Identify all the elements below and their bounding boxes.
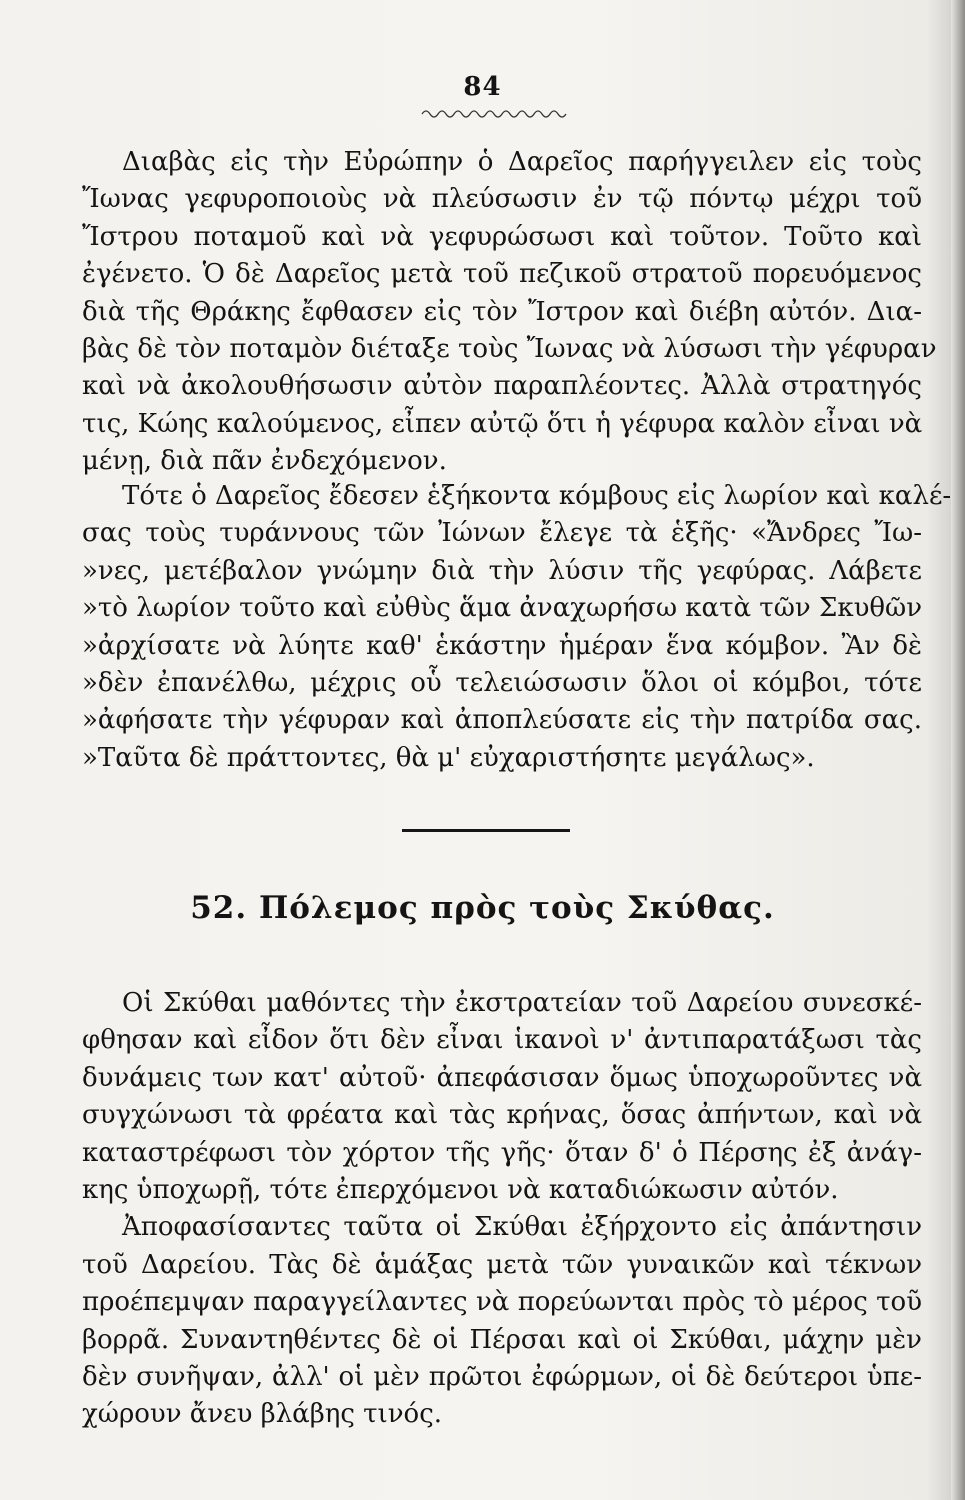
text-line: βὰς δὲ τὸν ποταμὸν διέταξε τοὺς Ἴωνας νὰ λύσωσι τὴν γέφυραν	[82, 333, 937, 364]
text-line: σας τοὺς τυράννους τῶν Ἰώνων ἔλεγε τὰ ἑξῆς· «Ἄνδρες Ἴω-	[82, 518, 922, 549]
section-heading: 52. Πόλεμος πρὸς τοὺς Σκύθας.	[190, 890, 775, 926]
text-line: »δὲν ἐπανέλθω, μέχρις οὗ τελειώσωσιν ὅλοι οἱ κόμβοι, τότε	[82, 667, 922, 698]
paragraph-darius-bridge	[82, 144, 937, 481]
text-line: ἐγένετο. Ὁ δὲ Δαρεῖος μετὰ τοῦ πεζικοῦ στρατοῦ πορευόμενος	[82, 259, 922, 290]
text-line: καταστρέφωσι τὸν χόρτον τῆς γῆς· ὅταν δ' ὁ Πέρσης ἐξ ἀνάγ-	[82, 1137, 922, 1168]
text-line: »νες, μετέβαλον γνώμην διὰ τὴν λύσιν τῆς γεφύρας. Λάβετε	[82, 555, 922, 586]
section-divider	[402, 829, 570, 832]
text-line: κης ὑποχωρῇ, τότε ἐπερχόμενοι νὰ καταδιώκωσιν αὐτόν.	[82, 1174, 839, 1205]
paragraph-darius-knots	[82, 478, 952, 777]
text-line: τοῦ Δαρείου. Τὰς δὲ ἁμάξας μετὰ τῶν γυναικῶν καὶ τέκνων	[82, 1249, 922, 1280]
text-line: δὲν συνῆψαν, ἀλλ' οἱ μὲν πρῶτοι ἐφώρμων, οἱ δὲ δεύτεροι ὑπε-	[82, 1361, 922, 1392]
text-line: μένῃ, διὰ πᾶν ἐνδεχόμενον.	[82, 446, 447, 477]
text-line: Οἱ Σκύθαι μαθόντες τὴν ἐκστρατείαν τοῦ Δαρείου συνεσκέ-	[122, 988, 922, 1018]
text-line: Ἀποφασίσαντες ταῦτα οἱ Σκύθαι ἐξήρχοντο εἰς ἀπάντησιν	[122, 1212, 922, 1243]
text-line: Διαβὰς εἰς τὴν Εὐρώπην ὁ Δαρεῖος παρήγγειλεν εἰς τοὺς	[122, 147, 922, 177]
text-line: προέπεμψαν παραγγείλαντες νὰ πορεύωνται πρὸς τὸ μέρος τοῦ	[82, 1287, 922, 1318]
text-line: χώρουν ἄνευ βλάβης τινός.	[82, 1399, 443, 1430]
wavy-ornament	[420, 106, 570, 120]
page-edge-shadow	[951, 0, 965, 1500]
text-line: καὶ νὰ ἀκολουθήσωσιν αὐτὸν παραπλέοντες. Ἀλλὰ στρατηγός	[82, 371, 922, 402]
text-line: Ἴστρου ποταμοῦ καὶ νὰ γεφυρώσωσι καὶ τοῦτον. Τοῦτο καὶ	[82, 221, 922, 252]
text-line: »ἀφήσατε τὴν γέφυραν καὶ ἀποπλεύσατε εἰς τὴν πατρίδα σας.	[82, 705, 922, 736]
text-line: διὰ τῆς Θράκης ἔφθασεν εἰς τὸν Ἴστρον καὶ διέβη αὐτόν. Δια-	[82, 296, 922, 327]
page-number: 84	[463, 72, 502, 102]
text-line: »τὸ λωρίον τοῦτο καὶ εὐθὺς ἅμα ἀναχωρήσω κατὰ τῶν Σκυθῶν	[82, 593, 923, 624]
text-line: φθησαν καὶ εἶδον ὅτι δὲν εἶναι ἱκανοὶ ν' ἀντιπαρατάξωσι τὰς	[82, 1025, 922, 1056]
text-line: Τότε ὁ Δαρεῖος ἔδεσεν ἑξήκοντα κόμβους εἰς λωρίον καὶ καλέ-	[122, 481, 952, 511]
text-line: »Ταῦτα δὲ πράττοντες, θὰ μ' εὐχαριστήσητε μεγάλως».	[82, 742, 815, 773]
text-line: συγχώνωσι τὰ φρέατα καὶ τὰς κρήνας, ὅσας ἀπήντων, καὶ νὰ	[82, 1100, 922, 1131]
text-line: »ἀρχίσατε νὰ λύητε καθ' ἑκάστην ἡμέραν ἕνα κόμβον. Ἂν δὲ	[82, 630, 922, 661]
text-line: τις, Κώης καλούμενος, εἶπεν αὐτῷ ὅτι ἡ γέφυρα καλὸν εἶναι νὰ	[82, 408, 923, 439]
text-line: βορρᾶ. Συναντηθέντες δὲ οἱ Πέρσαι καὶ οἱ Σκύθαι, μάχην μὲν	[82, 1324, 922, 1355]
text-line: Ἴωνας γεφυροποιοὺς νὰ πλεύσωσιν ἐν τῷ πόντῳ μέχρι τοῦ	[82, 184, 922, 215]
paragraph-scythian-war	[82, 985, 922, 1434]
text-line: δυνάμεις των κατ' αὐτοῦ· ἀπεφάσισαν ὅμως ὑποχωροῦντες νὰ	[82, 1062, 922, 1093]
